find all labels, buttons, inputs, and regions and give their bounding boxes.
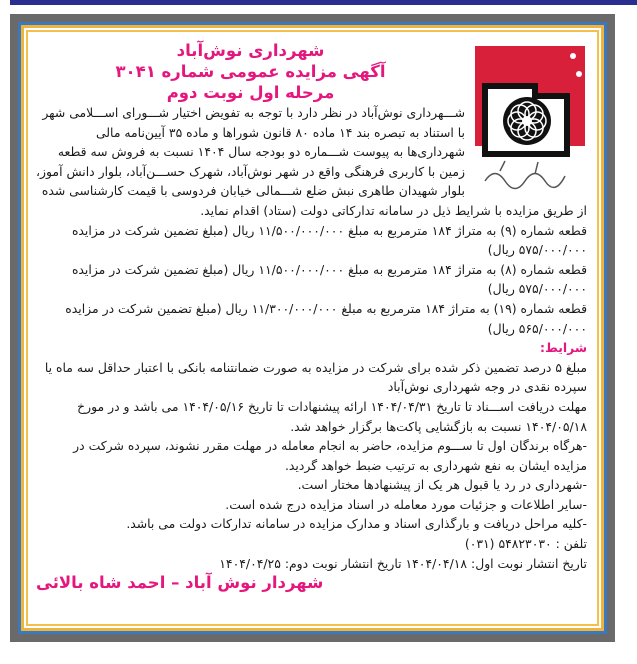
phone-number: تلفن : ۵۴۸۲۳۰۳۰ (۰۳۱) bbox=[464, 536, 587, 552]
auction-title: آگهی مزایده عمومی شماره ۳۰۴۱ bbox=[115, 62, 386, 81]
condition-item: -شهرداری در رد یا قبول هر یک از پیشنهادها مختار است. bbox=[297, 477, 587, 493]
signature: شهردار نوش آباد – احمد شاه بالائی bbox=[36, 573, 324, 593]
auction-stage: مرحله اول نوبت دوم bbox=[166, 83, 335, 102]
condition-item: مهلت دریافت اســـناد تا تاریخ ۱۴۰۴/۰۴/۳۱ ارائه پیشنهادات تا تاریخ ۱۴۰۴/۰۵/۱۶ می باشد و در مورخ ۱۴۰۴/۰۵/۱۸ نسبت به بازگشایی پاکت‌ها برگزار خواهد شد. bbox=[77, 398, 587, 434]
top-strip bbox=[10, 0, 637, 5]
municipality-name: شهرداری نوش‌آباد bbox=[176, 41, 325, 60]
publish-dates: تاریخ انتشار نوبت اول: ۱۴۰۴/۰۴/۱۸ تاریخ انتشار نوبت دوم: ۱۴۰۴/۰۴/۲۵ bbox=[219, 555, 587, 571]
municipality-logo bbox=[475, 46, 587, 196]
lot-item: قطعه شماره (۸) به متراژ ۱۸۴ مترمربع به مبلغ ۱۱/۵۰۰/۰۰۰/۰۰۰ ریال (مبلغ تضمین شرکت در مزایده ۵۷۵/۰۰۰/۰۰۰ ریال) bbox=[71, 261, 587, 297]
frame-blue-border bbox=[18, 22, 607, 634]
condition-item: -هرگاه برندگان اول تا ســـوم مزایده، حاضر به انجام معامله در مهلت مقرر نشوند، سپرده شرکت در مزایده ایشان به نفع شهرداری به ترتیب ضبط خواهد گردید. bbox=[73, 438, 587, 473]
frame-gold-border bbox=[21, 25, 604, 631]
ad-body bbox=[28, 32, 597, 624]
intro-paragraph: شـــهرداری نوش‌آباد در نظر دارد با توجه به تفویض اختیار شـــورای اســـلامی شهر با استناد به تبصره بند ۱۴ ماده ۸۰ قانون شوراها و ماده ۳۵ آیین‌نامه مالی شهرداری‌ها به پیوست شـــماره دو بودجه سال ۱۴۰۴ نسبت به فروش سه قطعه زمین با کاربری فرهنگی واقع در شهر نوش‌آباد، شهرک حســـن‌آباد، بلوار دانش آموز، بلوار شهیدان طاهری نبش ضلع شـــمالی خیابان فردوسی با قیمت کارشناسی شده از طریق مزایده با شرایط ذیل در سامانه تدارکاتی دولت (ستاد) اقدام نماید. bbox=[36, 105, 587, 218]
condition-item: مبلغ ۵ درصد تضمین ذکر شده برای شرکت در مزایده به صورت ضمانتنامه بانکی با اعتبار حداقل سه ماه یا سپرده نقدی در وجه شهرداری نوش‌آباد bbox=[44, 359, 587, 395]
condition-item: -سایر اطلاعات و جزئیات مورد معامله در اسناد مزایده درج شده است. bbox=[225, 496, 587, 512]
frame-gold-inner bbox=[26, 30, 599, 626]
lot-item: قطعه شماره (۱۹) به متراژ ۱۸۴ مترمربع به مبلغ ۱۱/۳۰۰/۰۰۰/۰۰۰ ریال (مبلغ تضمین شرکت در مزایده ۵۶۵/۰۰۰/۰۰۰ ریال) bbox=[65, 300, 587, 336]
lot-item: قطعه شماره (۹) به متراژ ۱۸۴ مترمربع به مبلغ ۱۱/۵۰۰/۰۰۰/۰۰۰ ریال (مبلغ تضمین شرکت در مزایده ۵۷۵/۰۰۰/۰۰۰ ریال) bbox=[71, 222, 587, 258]
conditions-heading: شرایط: bbox=[539, 340, 587, 356]
condition-item: -کلیه مراحل دریافت و بارگذاری اسناد و مدارک مزایده در سامانه تدارکات دولت می باشد. bbox=[126, 516, 587, 532]
ad-content bbox=[36, 40, 587, 594]
ad-frame bbox=[10, 14, 615, 642]
frame-white-line bbox=[24, 28, 601, 628]
